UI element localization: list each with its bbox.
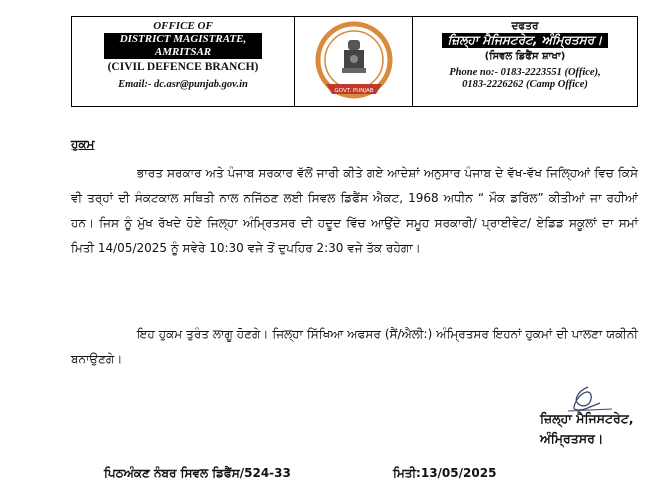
branch-punjabi: (ਸਿਵਲ ਡਿਫੈਂਸ ਸ਼ਾਖਾ) (484, 51, 566, 62)
office-punjabi: ਦਫਤਰ (511, 20, 539, 32)
endorsement-date: ਮਿਤੀ:13/05/2025 (393, 466, 497, 480)
seal-emblem-icon (312, 20, 396, 104)
designation-english: DISTRICT MAGISTRATE, AMRITSAR (104, 33, 262, 59)
designation-punjabi: ਜ਼ਿਲ੍ਹਾ ਮੈਜਿਸਟਰੇਟ, ਅੰਮ੍ਰਿਤਸਰ। (442, 33, 609, 48)
order-paragraph-2: ਇਹ ਹੁਕਮ ਤੁਰੰਤ ਲਾਗੂ ਹੋਣਗੇ। ਜਿਲ੍ਹਾ ਸਿੱਖਿਆ ਅਫਸਰ (ਸੈਂ/ਐਲੀ:) ਅੰਮ੍ਰਿਤਸਰ ਇਹਨਾਂ ਹੁਕਮਾਂ ਦੀ ਪਾਲਣਾ ਯਕੀਨੀ ਬਨਾਉਣਗੇ। (71, 327, 638, 366)
order-heading: ਹੁਕਮ (71, 137, 95, 151)
signatory-designation: ਜ਼ਿਲ੍ਹਾ ਮੈਜਿਸਟਰੇਟ, (540, 411, 634, 426)
phone-office: Phone no:- 0183-2223551 (Office), (449, 67, 601, 78)
office-of-label: OFFICE OF (153, 20, 213, 32)
letterhead (71, 16, 638, 107)
letterhead-punjabi (413, 17, 637, 106)
phone-camp: 0183-2226262 (Camp Office) (462, 79, 588, 90)
signatory-place: ਅੰਮ੍ਰਿਤਸਰ। (540, 431, 604, 446)
endorsement-number: ਪਿਠਅੰਕਣ ਨੰਬਰ ਸਿਵਲ ਡਿਫੈਂਸ/524-33 (104, 466, 291, 480)
signatory-block (540, 409, 634, 449)
letterhead-english (72, 17, 295, 106)
email-address: Email:- dc.asr@punjab.gov.in (118, 79, 248, 90)
punjab-govt-seal (295, 17, 413, 106)
order-paragraph-1: ਭਾਰਤ ਸਰਕਾਰ ਅਤੇ ਪੰਜਾਬ ਸਰਕਾਰ ਵੱਲੋਂ ਜਾਰੀ ਕੀਤੇ ਗਏ ਆਦੇਸ਼ਾਂ ਅਨੁਸਾਰ ਪੰਜਾਬ ਦੇ ਵੱਖ-ਵੱਖ ਜਿਲ੍ਹਿਆਂ ਵਿਚ ਕਿਸੇ ਵੀ ਤਰ੍ਹਾਂ ਦੀ ਸੰਕਟਕਾਲ ਸਥਿਤੀ ਨਾਲ ਨਜਿੱਠਣ ਲਈ ਸਿਵਲ ਡਿਫੈਂਸ ਐਕਟ, 1968 ਅਧੀਨ “ ਮੌਕ ਡਰਿੱਲ” ਕੀਤੀਆਂ ਜਾ ਰਹੀਆਂ ਹਨ। ਜਿਸ ਨੂੰ ਮੁੱਖ ਰੱਖਦੇ ਹੋਏ ਜਿਲ੍ਹਾ ਅੰਮ੍ਰਿਤਸਰ ਦੀ ਹਦੂਦ ਵਿੱਚ ਆਉਂਦੇ ਸਮੂਹ ਸਰਕਾਰੀ/ ਪ੍ਰਾਈਵੇਟ/ ਏਡਿਡ ਸਕੂਲਾਂ ਦਾ ਸਮਾਂ ਮਿਤੀ 14/05/2025 ਨੂੰ ਸਵੇਰੇ 10:30 ਵਜੇ ਤੋਂ ਦੁਪਹਿਰ 2:30 ਵਜੇ ਤੱਕ ਰਹੇਗਾ। (71, 166, 638, 255)
branch-english: (CIVIL DEFENCE BRANCH) (107, 61, 259, 73)
seal-text: GOVT. PUNJAB (334, 87, 373, 94)
